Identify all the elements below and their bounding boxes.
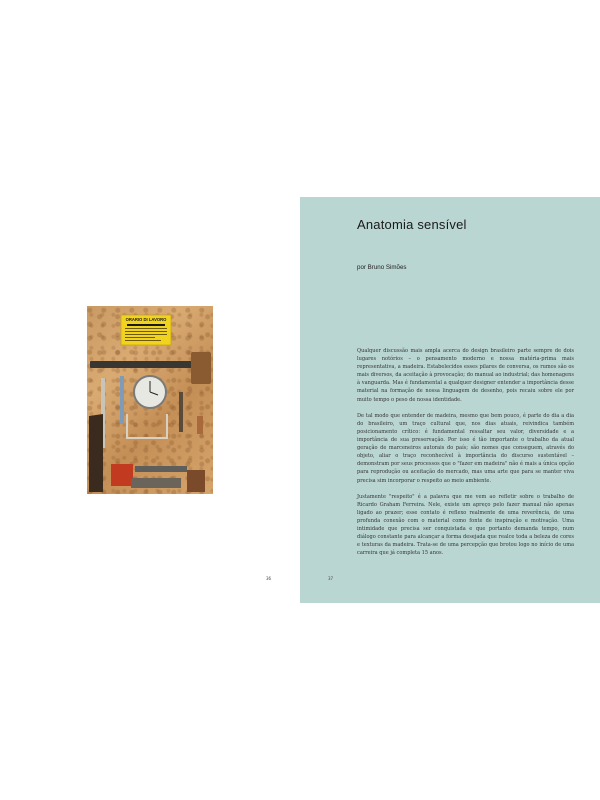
right-page: [300, 197, 600, 603]
sharpening-stone: [131, 478, 181, 488]
workshop-tools-photo: [87, 306, 213, 494]
paragraph-3: Justamente "respeito" é a palavra que me vem ao refletir sobre o trabalho de Ricardo Graham Ferreira. Nele, existe um apreço pelo fazer manual não apenas ligado ao prazer; esse contato é reflexo realmente de uma reverência, de uma profunda conexão com o material como fonte de inspiração e motivação. Uma intimidade que precisa ser conquistada e que portanto demanda tempo, num diálogo constante para alcançar a forma desejada que realce toda a beleza de cores e texturas da madeira. Trata-se de uma percepção que brotou logo no início de uma carreira que já completa 15 anos.: [357, 493, 574, 557]
page-number-left: 36: [266, 576, 272, 581]
handle: [197, 416, 203, 434]
sign-title: ORARIO DI LAVORO: [125, 317, 167, 322]
page-number-right: 37: [328, 576, 334, 581]
screwdriver: [120, 376, 124, 424]
paragraph-2: De tal modo que entender de madeira, mesmo que bem pouco, é parte do dia a dia do brasileiro, um traço cultural que, nos dias atuais, reivindica também posicionamento crítico: é fundamental ressaltar seu valor, diversidade e a importância de sua preservação. Por isso é tão importante o trabalho da atual geração de marceneiros autorais do país; são nomes que conseguem, através do objeto, aliar o traço reconhecível à importância do discurso sustentável – demonstram por seus processos que o "fazer em madeira" não é mais a única opção para reprodução ou aceitação do mercado, mas uma arte que para se manter viva precisa sim incorporar o respeito ao meio ambiente.: [357, 412, 574, 484]
tools-illustration: [87, 306, 213, 494]
steel-bar: [90, 361, 194, 368]
red-toolbox: [111, 464, 133, 486]
author-byline: por Bruno Simões: [357, 264, 407, 271]
hand-saw: [89, 414, 103, 492]
article-title: Anatomia sensível: [357, 217, 467, 232]
article-body: [357, 347, 574, 566]
metal-rule: [135, 466, 187, 472]
coping-saw: [127, 414, 167, 438]
chisel: [179, 392, 183, 432]
wooden-mallet: [191, 352, 211, 384]
paragraph-1: Qualquer discussão mais ampla acerca do design brasileiro parte sempre de dois lugares notórios – o pensamento moderno e nossa matéria-prima mais representativa, a madeira. Estabelecidos esses pilares de conversa, os rumos são os mais diversos, da aceitação à provocação; do manual ao industrial; das homenagens à vanguarda. Mas é fundamental a qualquer designer entender a importância desse material na formação de nossa linguagem de desenho, pois recaiu sobre ele por muito tempo o peso de nossa identidade.: [357, 348, 574, 403]
